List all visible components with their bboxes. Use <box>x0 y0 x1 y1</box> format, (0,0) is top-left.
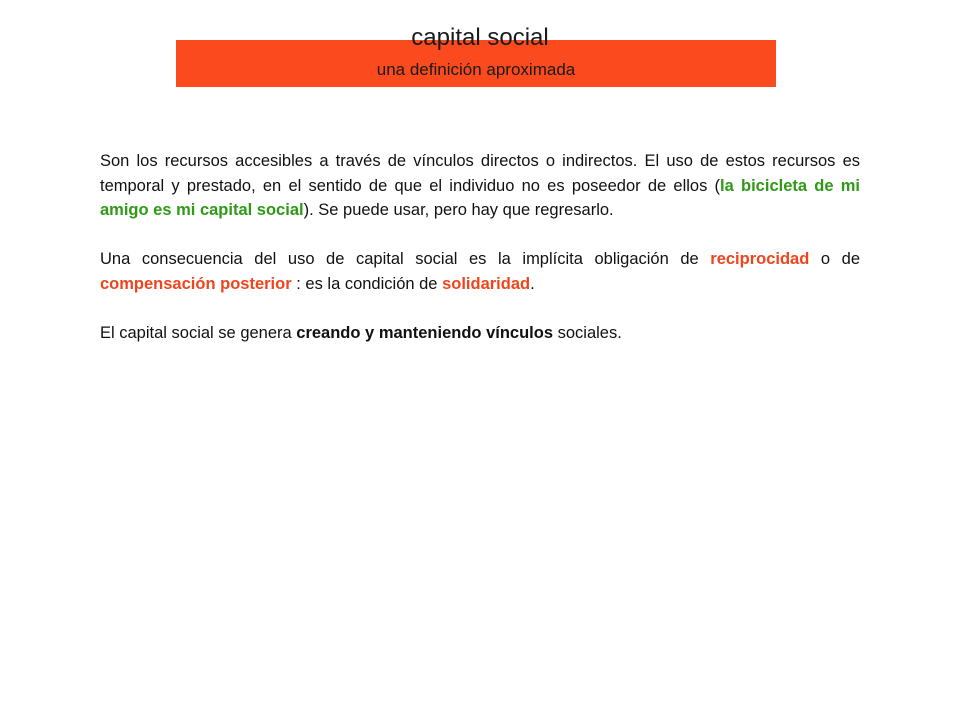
p2-text-1: Una consecuencia del uso de capital social es la implícita obligación de <box>100 250 711 268</box>
paragraph-generation <box>100 321 860 346</box>
p1-example-highlight: la bicicleta de mi amigo es mi capital social <box>100 176 860 219</box>
p3-text-after: sociales. <box>553 323 622 342</box>
term-compensacion: compensación posterior <box>100 274 292 293</box>
paragraph-definition <box>100 149 860 223</box>
paragraph-consequence <box>100 247 860 296</box>
p3-text-before: El capital social se genera <box>100 323 297 342</box>
p3-bold-phrase: creando y manteniendo vínculos <box>296 323 554 342</box>
p2-text-4: . <box>530 274 535 293</box>
p1-text-after: ). Se puede usar, pero hay que regresarlo. <box>303 201 614 219</box>
p2-text-3: : es la condición de <box>291 274 443 293</box>
body-text <box>100 149 860 370</box>
page-title: capital social <box>411 24 549 51</box>
page-subtitle: una definición aproximada <box>376 60 576 79</box>
p2-text-2: o de <box>809 250 860 268</box>
term-solidaridad: solidaridad <box>442 274 531 293</box>
term-reciprocidad: reciprocidad <box>710 250 810 268</box>
p1-text-before: Son los recursos accesibles a través de vínculos directos o indirectos. El uso de estos recursos es temporal y prestado, en el sentido de que el individuo no es poseedor de ellos ( <box>100 152 860 195</box>
